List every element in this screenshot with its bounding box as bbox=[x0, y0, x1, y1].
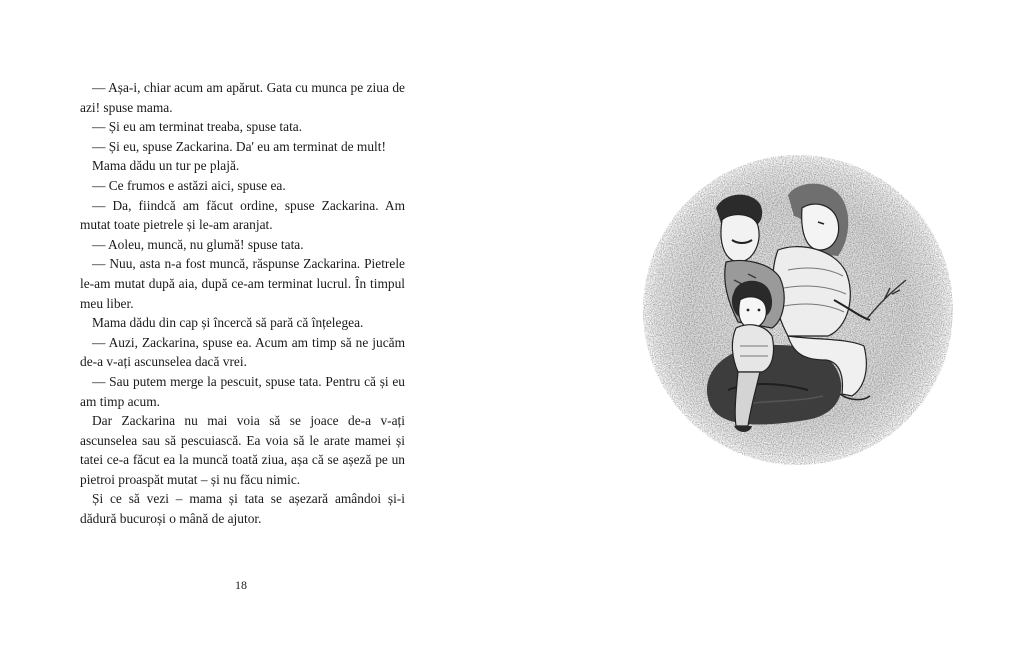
child-face bbox=[739, 297, 767, 328]
paragraph: — Da, fiindcă am făcut ordine, spuse Zackarina. Am mutat toate pietrele și le-am aranjat. bbox=[80, 197, 405, 233]
story-text bbox=[80, 78, 405, 529]
paragraph: — Nuu, asta n-a fost muncă, răspunse Zackarina. Pietrele le-am mutat după aia, după ce-am terminat lucrul. În timpul meu liber. bbox=[80, 256, 405, 311]
paragraph: Mama dădu un tur pe plajă. bbox=[92, 158, 240, 174]
paragraph: — Sau putem merge la pescuit, spuse tata. Pentru că și eu am timp acum. bbox=[80, 373, 405, 409]
paragraph: — Auzi, Zackarina, spuse ea. Acum am timp să ne jucăm de-a v-ați ascunselea dacă vrei. bbox=[80, 334, 405, 370]
paragraph: Și ce să vezi – mama și tata se așezară amândoi și-i dădură bucuroși o mână de ajutor. bbox=[80, 491, 405, 527]
page-number: 18 bbox=[235, 578, 247, 592]
paragraph: Dar Zackarina nu mai voia să se joace de-a v-ați ascunselea sau să pescuiască. Ea voia să le arate mamei și tatei ce-a făcut ea la muncă toată ziua, așa că se așeză pe un pietroi proaspăt mutat – și nu făcu nimic. bbox=[80, 413, 405, 487]
mother-face bbox=[802, 204, 839, 250]
right-page bbox=[510, 0, 1020, 650]
paragraph: — Așa-i, chiar acum am apărut. Gata cu munca pe ziua de azi! spuse mama. bbox=[80, 80, 405, 115]
paragraph: Mama dădu din cap și încercă să pară că înțelegea. bbox=[92, 315, 364, 331]
family-on-rock-illustration bbox=[638, 150, 958, 470]
child-body bbox=[732, 325, 773, 372]
paragraph: — Și eu, spuse Zackarina. Da' eu am terminat de mult! bbox=[92, 138, 386, 154]
paragraph: — Și eu am terminat treaba, spuse tata. bbox=[92, 119, 303, 135]
paragraph: — Aoleu, muncă, nu glumă! spuse tata. bbox=[92, 236, 304, 252]
paragraph: — Ce frumos e astăzi aici, spuse ea. bbox=[92, 177, 286, 193]
